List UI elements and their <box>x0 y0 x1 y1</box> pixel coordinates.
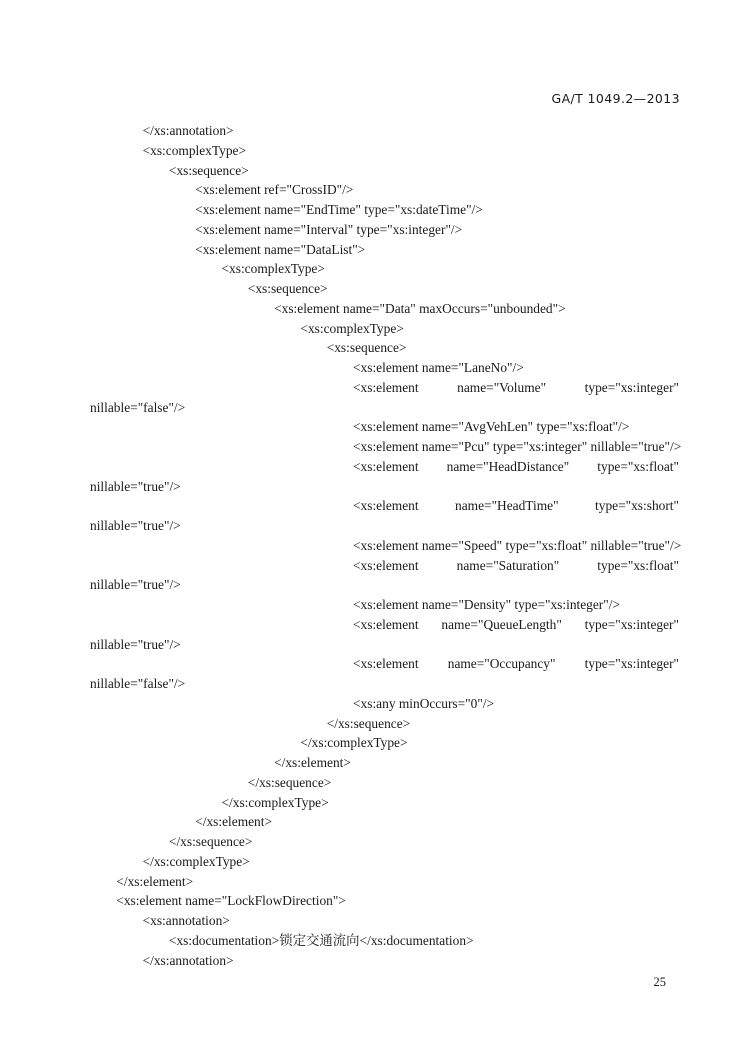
code-line: <xs:element name="LockFlowDirection"> <box>116 893 346 909</box>
code-line: <xs:element name="Speed" type="xs:float" nillable="true"/> <box>353 537 682 553</box>
code-line-continuation: nillable="false"/> <box>90 399 186 415</box>
code-line: </xs:element> <box>274 755 351 770</box>
code-token: name="Occupancy" <box>447 656 556 672</box>
code-token: <xs:element <box>353 557 419 573</box>
code-line: <xs:complexType> <box>300 320 404 336</box>
code-token: type="xs:short" <box>595 498 679 514</box>
code-line: </xs:complexType> <box>300 735 408 751</box>
code-line: </xs:complexType> <box>221 794 329 810</box>
code-line: <xs:complexType> <box>142 142 247 158</box>
code-line <box>0 654 750 674</box>
code-line: <xs:complexType> <box>221 261 325 277</box>
code-token: name="QueueLength" <box>441 616 562 632</box>
code-line: <xs:element name="Data" maxOccurs="unbounded"> <box>274 300 566 316</box>
code-line-continuation: nillable="false"/> <box>90 676 186 691</box>
code-line: </xs:sequence> <box>168 834 253 849</box>
code-line: <xs:sequence> <box>247 281 328 296</box>
code-token: name="HeadTime" <box>455 498 559 514</box>
code-line: <xs:element name="LaneNo"/> <box>353 360 524 375</box>
code-token: type="xs:integer" <box>584 379 679 395</box>
code-line: <xs:sequence> <box>326 340 407 356</box>
code-token: type="xs:integer" <box>584 616 679 632</box>
code-line <box>0 378 750 398</box>
code-token: name="Volume" <box>457 379 547 395</box>
code-line-continuation: nillable="true"/> <box>90 636 181 652</box>
code-line: <xs:element name="DataList"> <box>195 241 366 257</box>
code-line: <xs:element name="Pcu" type="xs:integer" nillable="true"/> <box>353 439 682 454</box>
code-line: <xs:annotation> <box>142 913 230 928</box>
code-line: <xs:documentation>锁定交通流向</xs:documentation> <box>168 932 474 948</box>
code-token: type="xs:float" <box>597 458 679 474</box>
code-line: </xs:annotation> <box>142 952 234 968</box>
code-line-continuation: nillable="true"/> <box>90 518 181 533</box>
code-line: <xs:element name="AvgVehLen" type="xs:float"/> <box>353 419 630 435</box>
code-line <box>0 556 750 576</box>
code-token: <xs:element <box>353 379 419 395</box>
code-token: <xs:element <box>353 498 419 514</box>
code-line: </xs:sequence> <box>247 774 332 790</box>
code-line: </xs:sequence> <box>326 715 411 731</box>
code-line-continuation: nillable="true"/> <box>90 577 181 593</box>
code-token: type="xs:float" <box>597 557 679 573</box>
page-number: 25 <box>653 975 666 989</box>
xml-schema-code-block <box>0 121 750 970</box>
code-token: <xs:element <box>353 458 419 474</box>
standard-code-header: GA/T 1049.2—2013 <box>551 91 680 106</box>
code-line: <xs:element name="Interval" type="xs:integer"/> <box>195 221 463 237</box>
code-line: </xs:complexType> <box>142 853 250 869</box>
code-line <box>0 496 750 516</box>
code-line: <xs:sequence> <box>168 162 249 178</box>
code-line: <xs:element name="Density" type="xs:integer"/> <box>353 597 621 612</box>
code-token: <xs:element <box>353 656 419 672</box>
code-token: name="HeadDistance" <box>446 458 570 474</box>
code-line: </xs:annotation> <box>142 123 234 138</box>
code-line: </xs:element> <box>195 814 273 830</box>
code-token: type="xs:integer" <box>584 656 679 672</box>
code-token: <xs:element <box>353 616 419 632</box>
code-line: <xs:element name="EndTime" type="xs:dateTime"/> <box>195 202 483 217</box>
code-line: </xs:element> <box>116 873 194 889</box>
code-token: name="Saturation" <box>456 557 560 573</box>
code-line <box>0 457 750 477</box>
code-line-continuation: nillable="true"/> <box>90 478 181 494</box>
code-line <box>0 615 750 635</box>
code-line: <xs:element ref="CrossID"/> <box>195 182 354 198</box>
code-line: <xs:any minOccurs="0"/> <box>353 695 495 711</box>
